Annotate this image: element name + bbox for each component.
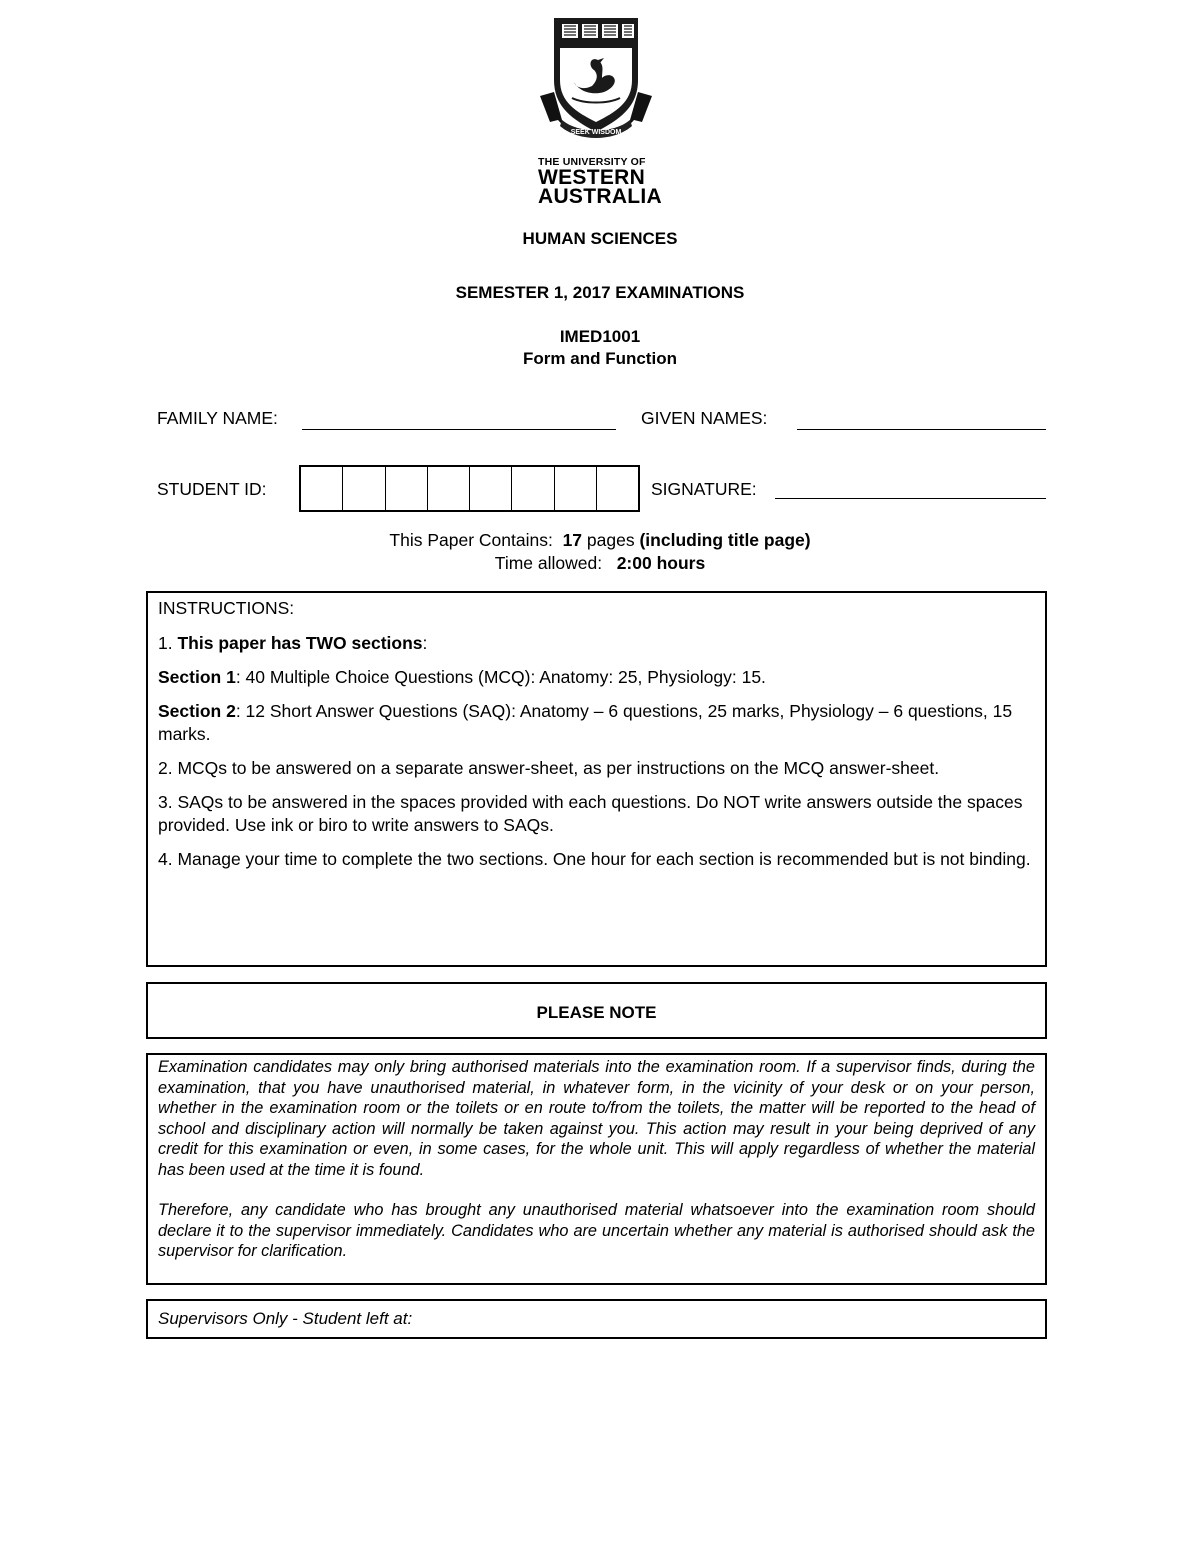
instruction-item-1	[158, 632, 1035, 655]
instructions-box	[146, 591, 1047, 967]
paper-contains-prefix: This Paper Contains:	[389, 530, 553, 550]
unit-code: IMED1001	[559, 327, 641, 346]
student-id-digit-box[interactable]	[512, 467, 554, 510]
section1-label: Section 1	[158, 667, 236, 687]
student-id-digit-box[interactable]	[470, 467, 512, 510]
item1-end: :	[422, 633, 428, 653]
instruction-item-4: 4. Manage your time to complete the two sections. One hour for each section is recommended but is not binding.	[158, 849, 1031, 869]
student-id-digit-box[interactable]	[555, 467, 597, 510]
item1-bold: This paper has TWO sections	[177, 633, 423, 653]
family-name-line[interactable]	[302, 429, 616, 430]
paper-contains-line	[0, 530, 1200, 551]
notice-paragraph-1: Examination candidates may only bring authorised materials into the examination room. If a supervisor finds, during the examination, that you have unauthorised material, in whatever form, in the vicinity of your desk or on your person, whether in the examination room or the toilets or en route to/from the toilets, the matter will be reported to the head of school and disciplinary action will normally be taken against you. This action may result in your being deprived of any credit for this examination or even, in some cases, for the whole unit. This will apply regardless of whether the material has been used at the time it is found.	[158, 1058, 1035, 1179]
instructions-heading: INSTRUCTIONS:	[158, 598, 295, 618]
signature-line[interactable]	[775, 498, 1046, 499]
instruction-section-1	[158, 666, 1035, 689]
section2-label: Section 2	[158, 701, 236, 721]
item1-number: 1.	[158, 633, 173, 653]
time-allowed-value: 2:00 hours	[616, 553, 706, 573]
student-id-digit-box[interactable]	[386, 467, 428, 510]
crest-motto: SEEK WISDOM	[570, 129, 622, 136]
section1-text: : 40 Multiple Choice Questions (MCQ): Anatomy: 25, Physiology: 15.	[235, 667, 766, 687]
unit-title: Form and Function	[523, 349, 677, 368]
student-id-digit-box[interactable]	[597, 467, 638, 510]
notice-paragraph-2: Therefore, any candidate who has brought any unauthorised material whatsoever into the examination room should declare it to the supervisor immediately. Candidates who are uncertain whether any material is authorised should ask the supervisor for clarification.	[158, 1201, 1035, 1260]
time-allowed-line	[0, 553, 1200, 574]
university-wordmark	[538, 156, 663, 208]
given-names-line[interactable]	[797, 429, 1046, 430]
wordmark-line1: THE UNIVERSITY OF	[538, 156, 646, 168]
wordmark-line2: WESTERN	[538, 166, 646, 189]
family-name-label: FAMILY NAME:	[157, 408, 278, 428]
please-note-heading: PLEASE NOTE	[146, 982, 1047, 1039]
student-id-digit-box[interactable]	[301, 467, 343, 510]
notice-box	[146, 1053, 1047, 1285]
instruction-section-2	[158, 700, 1035, 746]
student-id-digit-box[interactable]	[428, 467, 470, 510]
instruction-item-3: 3. SAQs to be answered in the spaces provided with each questions. Do NOT write answers outside the spaces provided. Use ink or biro to write answers to SAQs.	[158, 792, 1023, 835]
time-allowed-label: Time allowed:	[494, 553, 603, 573]
instruction-item-2: 2. MCQs to be answered on a separate answer-sheet, as per instructions on the MCQ answer-sheet.	[158, 758, 940, 778]
given-names-label: GIVEN NAMES:	[641, 408, 768, 428]
student-id-boxes[interactable]	[299, 465, 640, 512]
signature-label: SIGNATURE:	[651, 479, 757, 499]
supervisors-only-box[interactable]: Supervisors Only - Student left at:	[146, 1299, 1047, 1339]
pages-word: pages	[586, 530, 635, 550]
student-id-digit-box[interactable]	[343, 467, 385, 510]
student-id-label: STUDENT ID:	[157, 479, 267, 499]
page-count: 17	[562, 530, 583, 550]
faculty-heading: HUMAN SCIENCES	[522, 229, 678, 248]
wordmark-line3: AUSTRALIA	[538, 185, 663, 208]
university-crest-logo	[538, 16, 654, 146]
exam-period-heading: SEMESTER 1, 2017 EXAMINATIONS	[455, 283, 745, 302]
section2-text: : 12 Short Answer Questions (SAQ): Anatomy – 6 questions, 25 marks, Physiology – 6 questions, 15 marks.	[158, 701, 1013, 744]
including-title-page: (including title page)	[639, 530, 811, 550]
